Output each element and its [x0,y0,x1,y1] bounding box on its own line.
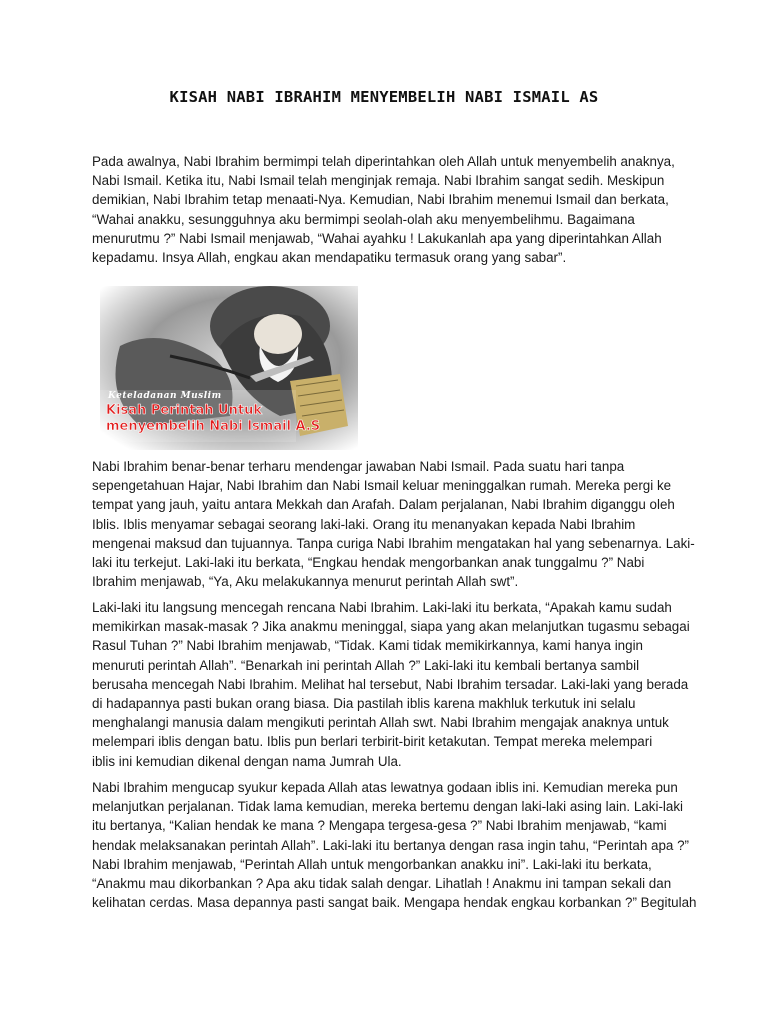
illustration-caption-line2: menyembelih Nabi Ismail A.S [106,419,321,434]
text-line: menghalangi manusia dalam mengikuti perintah Allah swt. Nabi Ibrahim mengajak anaknya untuk [92,715,669,731]
text-line: menurutmu ?” Nabi Ismail menjawab, “Wahai ayahku ! Lakukanlah apa yang diperintahkan Allah [92,230,662,246]
text-line: kepadamu. Insya Allah, engkau akan mendapatiku termasuk orang yang sabar”. [92,250,567,266]
text-line: Nabi Ibrahim mengucap syukur kepada Allah atas lewatnya godaan iblis ini. Kemudian mereka pun [92,780,678,795]
paragraph-2 [92,457,695,591]
story-illustration [100,286,358,450]
text-line: Rasul Tuhan ?” Nabi Ibrahim menjawab, “Tidak. Kami tidak memikirkannya, kami hanya ingin [92,638,643,654]
paragraph-3 [92,598,690,771]
text-line: “Anakmu mau dikorbankan ? Apa aku tidak salah dengar. Lihatlah ! Anakmu ini tampan sekali dan [92,876,672,892]
page-title: KISAH NABI IBRAHIM MENYEMBELIH NABI ISMAIL AS [169,88,599,106]
text-line: iblis ini kemudian dikenal dengan nama Jumrah Ula. [92,753,402,769]
text-line: hendak melaksanakan perintah Allah”. Laki-laki itu bertanya dengan rasa ingin tahu, “Perintah apa ?” [92,837,690,853]
text-line: Nabi Ibrahim benar-benar terharu mendengar jawaban Nabi Ismail. Pada suatu hari tanpa [92,459,625,474]
text-line: menuruti perintah Allah”. “Benarkah ini perintah Allah ?” Laki-laki itu kembali bertanya sambil [92,657,640,673]
paragraph-1 [92,152,682,267]
text-line: mengenai maksud dan tujuannya. Tanpa curiga Nabi Ibrahim mengatakan hal yang sebenarnya. Laki- [92,535,695,551]
illustration-caption-line1: Kisah Perintah Untuk [106,403,262,418]
text-line: itu bertanya, “Kalian hendak ke mana ? Mengapa tergesa-gesa ?” Nabi Ibrahim menjawab, “kami [92,818,667,834]
text-line: tempat yang jauh, yaitu antara Mekkah dan Arafah. Dalam perjalanan, Nabi Ibrahim diganggu oleh [92,497,675,513]
text-line: demikian, Nabi Ibrahim tetap menaati-Nya. Kemudian, Nabi Ibrahim menemui Ismail dan berkata, [92,192,669,208]
text-line: Laki-laki itu langsung mencegah rencana Nabi Ibrahim. Laki-laki itu berkata, “Apakah kamu sudah [92,600,672,615]
text-line: di hadapannya pasti bukan orang biasa. Dia pastilah iblis karena makhluk terkutuk ini selalu [92,696,636,712]
text-line: berusaha mencegah Nabi Ibrahim. Melihat hal tersebut, Nabi Ibrahim tersadar. Laki-laki yang berada [92,676,689,692]
illustration-drawing [100,286,358,450]
text-line: Nabi Ibrahim menjawab, “Perintah Allah untuk mengorbankan anakku ini”. Laki-laki itu berkata, [92,856,652,872]
text-line: memikirkan masak-masak ? Jika anakmu meninggal, siapa yang akan melanjutkan tugasmu sebagai [92,619,690,635]
text-line: Pada awalnya, Nabi Ibrahim bermimpi telah diperintahkan oleh Allah untuk menyembelih anaknya, [92,154,675,169]
text-line: “Wahai anakku, sesungguhnya aku bermimpi seolah-olah aku menyembelihmu. Bagaimana [92,211,635,227]
paragraph-4 [92,778,697,912]
text-line: sepengetahuan Hajar, Nabi Ibrahim dan Nabi Ismail keluar meninggalkan rumah. Mereka pergi ke [92,478,672,494]
text-line: melanjutkan perjalanan. Tidak lama kemudian, mereka bertemu dengan laki-laki asing lain. Laki-laki [92,799,683,815]
text-line: Ibrahim menjawab, “Ya, Aku melakukannya menurut perintah Allah swt”. [92,574,519,590]
illustration-caption-top: Keteladanan Muslim [108,391,222,401]
text-line: melempari iblis dengan batu. Iblis pun berlari terbirit-birit ketakutan. Tempat mereka melempari [92,734,653,750]
text-line: laki itu terkejut. Laki-laki itu berkata, “Engkau hendak mengorbankan anak tunggalmu ?” Nabi [92,555,645,571]
text-line: kelihatan cerdas. Masa depannya pasti sangat baik. Mengapa hendak engkau korbankan ?” Begitulah [92,895,697,911]
text-line: Iblis. Iblis menyamar sebagai seorang laki-laki. Orang itu menanyakan kepada Nabi Ibrahim [92,516,636,532]
text-line: Nabi Ismail. Ketika itu, Nabi Ismail telah menginjak remaja. Nabi Ibrahim sangat sedih. Meskipun [92,173,665,189]
